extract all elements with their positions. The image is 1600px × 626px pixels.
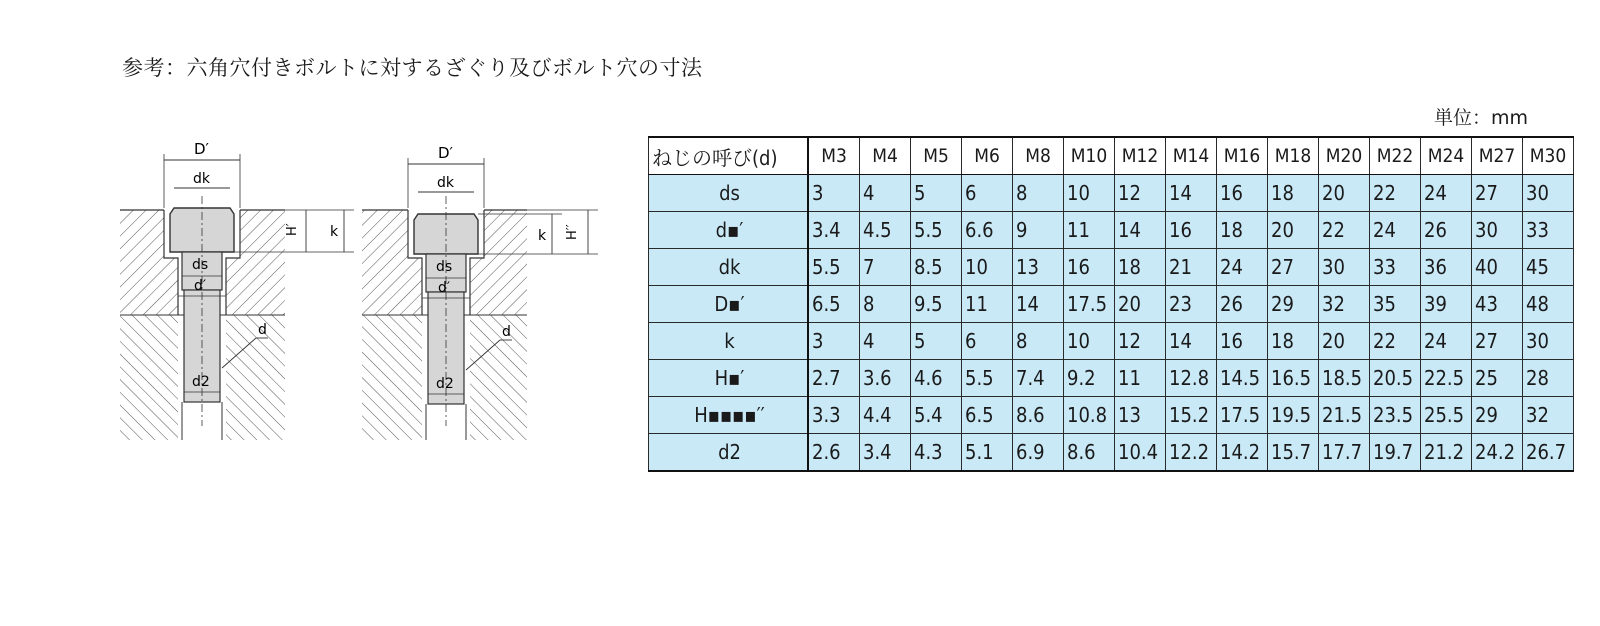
table-cell: 21.2 [1421,434,1472,472]
table-cell: 3.6 [860,360,911,397]
table-header-row [649,137,1574,175]
table-cell: 23 [1166,286,1217,323]
left-label-D: D′ [194,140,209,158]
column-header: M3 [808,137,860,175]
column-header: M6 [962,137,1013,175]
table-cell: 27 [1472,323,1523,360]
table-cell: 5.4 [911,397,962,434]
table-cell: 9 [1013,212,1064,249]
right-label-H: H′′ [565,224,580,240]
table-cell: 8.6 [1064,434,1115,472]
table-cell: 11 [1064,212,1115,249]
left-label-d1: d′ [194,278,207,294]
table-cell: 26 [1217,286,1268,323]
table-cell: 2.6 [808,434,860,472]
table-cell: 10.8 [1064,397,1115,434]
table-cell: 16 [1217,323,1268,360]
dimension-table [648,136,1574,472]
table-cell: 6 [962,175,1013,212]
table-cell: 12 [1115,323,1166,360]
table-cell: 14 [1166,175,1217,212]
left-label-d: d [258,322,267,338]
table-cell: 22.5 [1421,360,1472,397]
table-row [649,434,1574,472]
table-cell: 17.5 [1217,397,1268,434]
row-label: d▪′ [649,212,809,249]
unit-label: 単位：mm [1433,107,1528,129]
counterbore-diagram [118,136,608,446]
table-cell: 16 [1166,212,1217,249]
table-cell: 17.5 [1064,286,1115,323]
table-cell: 12.8 [1166,360,1217,397]
left-figure [120,140,354,440]
column-header: M16 [1217,137,1268,175]
table-cell: 4 [860,323,911,360]
table-cell: 22 [1370,323,1421,360]
table-cell: 2.7 [808,360,860,397]
table-cell: 20 [1319,175,1370,212]
table-cell: 39 [1421,286,1472,323]
table-cell: 21.5 [1319,397,1370,434]
table-cell: 30 [1523,323,1574,360]
table-cell: 36 [1421,249,1472,286]
table-cell: 3 [808,323,860,360]
table-cell: 3 [808,175,860,212]
table-cell: 19.7 [1370,434,1421,472]
table-cell: 7 [860,249,911,286]
table-cell: 4.6 [911,360,962,397]
table-cell: 30 [1472,212,1523,249]
column-header: M14 [1166,137,1217,175]
row-label: H▪′ [649,360,809,397]
table-cell: 4 [860,175,911,212]
table-cell: 5.5 [911,212,962,249]
table-cell: 5 [911,175,962,212]
page-title: 参考：六角穴付きボルトに対するざぐり及びボルト穴の寸法 [122,56,703,80]
table-cell: 14.5 [1217,360,1268,397]
table-cell: 5.5 [962,360,1013,397]
table-cell: 29 [1472,397,1523,434]
left-label-dk: dk [193,171,210,187]
table-cell: 21 [1166,249,1217,286]
column-header: M18 [1268,137,1319,175]
column-header: M4 [860,137,911,175]
table-cell: 8 [1013,323,1064,360]
table-cell: 18.5 [1319,360,1370,397]
table-cell: 10 [1064,175,1115,212]
row-label: ds [649,175,809,212]
table-cell: 10 [1064,323,1115,360]
table-cell: 13 [1115,397,1166,434]
table-cell: 45 [1523,249,1574,286]
table-cell: 3.4 [808,212,860,249]
table-cell: 26.7 [1523,434,1574,472]
right-label-ds: ds [436,259,453,275]
column-header: M5 [911,137,962,175]
table-cell: 40 [1472,249,1523,286]
table-cell: 9.5 [911,286,962,323]
table-cell: 14 [1166,323,1217,360]
column-header: M8 [1013,137,1064,175]
table-cell: 14.2 [1217,434,1268,472]
table-cell: 18 [1268,323,1319,360]
column-header: M20 [1319,137,1370,175]
table-cell: 18 [1115,249,1166,286]
table-cell: 15.2 [1166,397,1217,434]
table-cell: 32 [1319,286,1370,323]
table-cell: 6 [962,323,1013,360]
table-cell: 29 [1268,286,1319,323]
table-cell: 8.6 [1013,397,1064,434]
table-cell: 11 [962,286,1013,323]
table-cell: 13 [1013,249,1064,286]
table-cell: 16.5 [1268,360,1319,397]
column-header: M30 [1523,137,1574,175]
table-cell: 33 [1370,249,1421,286]
table-cell: 35 [1370,286,1421,323]
left-label-k: k [330,224,339,240]
table-corner-label: ねじの呼び(d) [649,137,809,175]
table-cell: 14 [1115,212,1166,249]
table-cell: 16 [1217,175,1268,212]
table-cell: 8 [860,286,911,323]
table-cell: 20 [1319,323,1370,360]
right-figure [362,144,598,440]
table-cell: 3.4 [860,434,911,472]
table-row [649,175,1574,212]
table-cell: 43 [1472,286,1523,323]
table-cell: 18 [1217,212,1268,249]
table-cell: 30 [1523,175,1574,212]
table-cell: 12 [1115,175,1166,212]
table-cell: 32 [1523,397,1574,434]
left-label-H: H′ [285,223,300,236]
table-cell: 10.4 [1115,434,1166,472]
row-label: d2 [649,434,809,472]
table-cell: 23.5 [1370,397,1421,434]
table-cell: 5.1 [962,434,1013,472]
table-cell: 4.3 [911,434,962,472]
right-label-d: d [502,324,511,340]
right-label-dk: dk [437,175,454,191]
table-cell: 8 [1013,175,1064,212]
table-cell: 24 [1421,175,1472,212]
table-cell: 27 [1268,249,1319,286]
table-cell: 6.6 [962,212,1013,249]
column-header: M27 [1472,137,1523,175]
table-cell: 20 [1115,286,1166,323]
table-row [649,360,1574,397]
table-cell: 9.2 [1064,360,1115,397]
table-cell: 24 [1421,323,1472,360]
table-cell: 10 [962,249,1013,286]
table-cell: 30 [1319,249,1370,286]
left-label-d2: d2 [192,374,210,390]
table-cell: 26 [1421,212,1472,249]
table-row [649,397,1574,434]
table-row [649,212,1574,249]
table-cell: 24 [1370,212,1421,249]
row-label: H▪▪▪▪′′ [649,397,809,434]
table-cell: 22 [1370,175,1421,212]
table-cell: 8.5 [911,249,962,286]
table-cell: 4.4 [860,397,911,434]
column-header: M12 [1115,137,1166,175]
table-cell: 5.5 [808,249,860,286]
table-cell: 15.7 [1268,434,1319,472]
table-body [649,175,1574,472]
table-cell: 20.5 [1370,360,1421,397]
table-cell: 6.5 [808,286,860,323]
left-label-ds: ds [192,257,209,273]
table-cell: 24 [1217,249,1268,286]
table-cell: 25.5 [1421,397,1472,434]
row-label: k [649,323,809,360]
table-cell: 14 [1013,286,1064,323]
table-cell: 6.5 [962,397,1013,434]
right-label-d2: d2 [436,376,454,392]
counterbore-figures [118,136,608,446]
table-cell: 3.3 [808,397,860,434]
table-cell: 22 [1319,212,1370,249]
table-cell: 17.7 [1319,434,1370,472]
table-cell: 16 [1064,249,1115,286]
table-cell: 7.4 [1013,360,1064,397]
column-header: M22 [1370,137,1421,175]
column-header: M24 [1421,137,1472,175]
table-cell: 20 [1268,212,1319,249]
row-label: D▪′ [649,286,809,323]
table-cell: 27 [1472,175,1523,212]
right-label-D: D′ [438,144,453,162]
table-cell: 11 [1115,360,1166,397]
table-row [649,249,1574,286]
table-cell: 28 [1523,360,1574,397]
table-row [649,286,1574,323]
table-cell: 24.2 [1472,434,1523,472]
column-header: M10 [1064,137,1115,175]
table-cell: 4.5 [860,212,911,249]
table-cell: 5 [911,323,962,360]
right-label-k: k [538,228,547,244]
table-cell: 12.2 [1166,434,1217,472]
table-cell: 18 [1268,175,1319,212]
right-label-d1: d′ [438,280,451,296]
table-cell: 25 [1472,360,1523,397]
table-cell: 33 [1523,212,1574,249]
table-cell: 6.9 [1013,434,1064,472]
table-cell: 19.5 [1268,397,1319,434]
table-row [649,323,1574,360]
row-label: dk [649,249,809,286]
table-cell: 48 [1523,286,1574,323]
